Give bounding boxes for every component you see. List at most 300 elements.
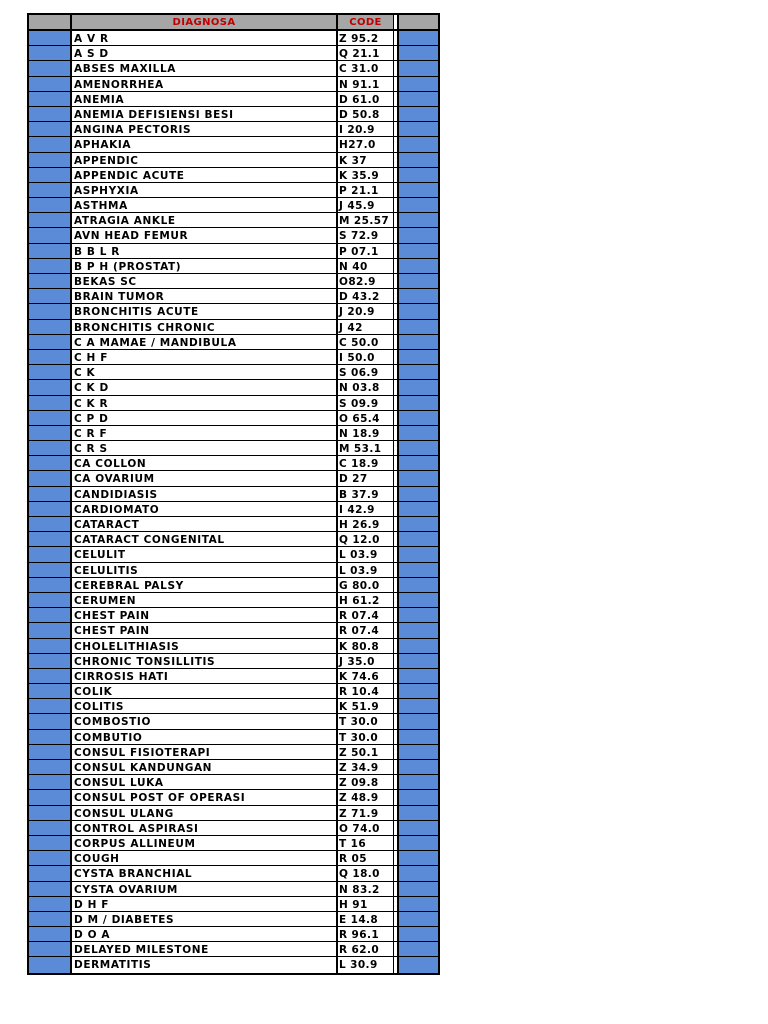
diagnosa-cell[interactable]: CATARACT CONGENITAL [72,532,338,546]
code-cell[interactable]: L 30.9 [338,957,394,972]
table-row [29,487,438,502]
code-cell[interactable]: H 61.2 [338,593,394,607]
row-left-cell[interactable] [29,426,72,440]
row-left-cell[interactable] [29,593,72,607]
diagnosa-cell[interactable]: CHEST PAIN [72,623,338,637]
row-right-cell[interactable] [399,198,438,212]
diagnosa-cell[interactable]: CHEST PAIN [72,608,338,622]
code-cell[interactable]: O 65.4 [338,411,394,425]
table-row [29,153,438,168]
table-row [29,669,438,684]
row-right-cell[interactable] [399,320,438,334]
row-left-cell[interactable] [29,396,72,410]
code-cell[interactable]: C 31.0 [338,61,394,75]
row-left-cell[interactable] [29,259,72,273]
code-cell[interactable]: K 74.6 [338,669,394,683]
diagnosa-cell[interactable]: DERMATITIS [72,957,338,972]
row-right-cell[interactable] [399,547,438,561]
row-right-cell[interactable] [399,137,438,151]
diagnosa-cell[interactable]: CANDIDIASIS [72,487,338,501]
code-cell[interactable]: I 42.9 [338,502,394,516]
row-right-cell[interactable] [399,289,438,303]
row-left-cell[interactable] [29,563,72,577]
code-cell[interactable]: S 09.9 [338,396,394,410]
code-cell[interactable]: S 06.9 [338,365,394,379]
row-left-cell[interactable] [29,122,72,136]
diagnosa-cell[interactable]: APPENDIC [72,153,338,167]
code-cell[interactable]: S 72.9 [338,228,394,242]
row-right-cell[interactable] [399,411,438,425]
diagnosa-cell[interactable]: CERUMEN [72,593,338,607]
code-cell[interactable]: N 18.9 [338,426,394,440]
table-row [29,897,438,912]
code-cell[interactable]: L 03.9 [338,547,394,561]
row-left-cell[interactable] [29,31,72,45]
diagnosa-cell[interactable]: CONSUL ULANG [72,806,338,820]
table-row [29,46,438,61]
code-cell[interactable]: D 43.2 [338,289,394,303]
row-left-cell[interactable] [29,760,72,774]
diagnosa-cell[interactable]: CIRROSIS HATI [72,669,338,683]
row-right-cell[interactable] [399,775,438,789]
row-left-cell[interactable] [29,639,72,653]
table-row [29,441,438,456]
table-row [29,775,438,790]
diagnosa-cell[interactable]: C P D [72,411,338,425]
code-cell[interactable]: J 45.9 [338,198,394,212]
table-row [29,122,438,137]
diagnosa-cell[interactable]: COLITIS [72,699,338,713]
row-right-cell[interactable] [399,654,438,668]
diagnosa-cell[interactable]: ASPHYXIA [72,183,338,197]
code-cell[interactable]: N 91.1 [338,77,394,91]
code-cell[interactable]: R 05 [338,851,394,865]
code-cell[interactable]: D 27 [338,471,394,485]
table-row [29,198,438,213]
row-right-cell[interactable] [399,107,438,121]
code-cell[interactable]: O 74.0 [338,821,394,835]
row-right-cell[interactable] [399,380,438,394]
diagnosa-cell[interactable]: C A MAMAE / MANDIBULA [72,335,338,349]
table-row [29,714,438,729]
diagnosa-cell[interactable]: COLIK [72,684,338,698]
diagnosa-cell[interactable]: CONSUL POST OF OPERASI [72,790,338,804]
header-right-cell[interactable] [399,15,438,29]
row-left-cell[interactable] [29,350,72,364]
diagnosa-cell[interactable]: C H F [72,350,338,364]
code-cell[interactable]: J 35.0 [338,654,394,668]
code-cell[interactable]: Z 34.9 [338,760,394,774]
row-left-cell[interactable] [29,897,72,911]
code-cell[interactable]: Z 48.9 [338,790,394,804]
table-row [29,183,438,198]
table-row [29,730,438,745]
row-right-cell[interactable] [399,517,438,531]
row-left-cell[interactable] [29,882,72,896]
code-cell[interactable]: Z 50.1 [338,745,394,759]
row-left-cell[interactable] [29,183,72,197]
row-right-cell[interactable] [399,790,438,804]
row-left-cell[interactable] [29,471,72,485]
header-code[interactable]: CODE [338,15,394,29]
diagnosa-cell[interactable]: D M / DIABETES [72,912,338,926]
table-row [29,396,438,411]
row-right-cell[interactable] [399,335,438,349]
row-right-cell[interactable] [399,866,438,880]
diagnosa-cell[interactable]: COMBUTIO [72,730,338,744]
diagnosa-cell[interactable]: CATARACT [72,517,338,531]
code-cell[interactable]: J 42 [338,320,394,334]
row-left-cell[interactable] [29,320,72,334]
row-right-cell[interactable] [399,259,438,273]
table-row [29,456,438,471]
row-right-cell[interactable] [399,122,438,136]
row-right-cell[interactable] [399,426,438,440]
table-row [29,866,438,881]
table-row [29,821,438,836]
row-left-cell[interactable] [29,168,72,182]
row-right-cell[interactable] [399,471,438,485]
table-row [29,61,438,76]
diagnosa-cell[interactable]: COMBOSTIO [72,714,338,728]
row-right-cell[interactable] [399,502,438,516]
row-right-cell[interactable] [399,213,438,227]
diagnosa-cell[interactable]: CA COLLON [72,456,338,470]
row-right-cell[interactable] [399,61,438,75]
diagnosa-cell[interactable]: AVN HEAD FEMUR [72,228,338,242]
diagnosa-cell[interactable]: D O A [72,927,338,941]
row-left-cell[interactable] [29,487,72,501]
row-right-cell[interactable] [399,699,438,713]
code-cell[interactable]: R 07.4 [338,608,394,622]
table-row [29,806,438,821]
table-body [29,31,438,973]
row-right-cell[interactable] [399,942,438,956]
row-left-cell[interactable] [29,654,72,668]
row-left-cell[interactable] [29,61,72,75]
diagnosa-cell[interactable]: ABSES MAXILLA [72,61,338,75]
diagnosa-cell[interactable]: BEKAS SC [72,274,338,288]
row-right-cell[interactable] [399,153,438,167]
row-left-cell[interactable] [29,821,72,835]
code-cell[interactable]: K 37 [338,153,394,167]
code-cell[interactable]: R 62.0 [338,942,394,956]
row-left-cell[interactable] [29,441,72,455]
table-row [29,942,438,957]
row-left-cell[interactable] [29,274,72,288]
diagnosa-cell[interactable]: CONSUL FISIOTERAPI [72,745,338,759]
row-left-cell[interactable] [29,745,72,759]
row-right-cell[interactable] [399,623,438,637]
diagnosa-cell[interactable]: CEREBRAL PALSY [72,578,338,592]
code-cell[interactable]: D 50.8 [338,107,394,121]
diagnosa-cell[interactable]: CONSUL KANDUNGAN [72,760,338,774]
row-left-cell[interactable] [29,912,72,926]
code-cell[interactable]: K 35.9 [338,168,394,182]
code-cell[interactable]: R 07.4 [338,623,394,637]
row-left-cell[interactable] [29,836,72,850]
table-row [29,623,438,638]
row-right-cell[interactable] [399,927,438,941]
code-cell[interactable]: T 30.0 [338,714,394,728]
code-cell[interactable]: H 26.9 [338,517,394,531]
code-cell[interactable]: P 07.1 [338,244,394,258]
row-left-cell[interactable] [29,335,72,349]
row-right-cell[interactable] [399,760,438,774]
row-left-cell[interactable] [29,851,72,865]
row-right-cell[interactable] [399,396,438,410]
row-left-cell[interactable] [29,927,72,941]
code-cell[interactable]: N 03.8 [338,380,394,394]
table-row [29,517,438,532]
row-left-cell[interactable] [29,623,72,637]
row-right-cell[interactable] [399,563,438,577]
code-cell[interactable]: I 20.9 [338,122,394,136]
diagnosa-cell[interactable]: A V R [72,31,338,45]
code-cell[interactable]: R 10.4 [338,684,394,698]
code-cell[interactable]: J 20.9 [338,304,394,318]
diagnosa-cell[interactable]: CA OVARIUM [72,471,338,485]
code-cell[interactable]: C 18.9 [338,456,394,470]
diagnosa-cell[interactable]: ATRAGIA ANKLE [72,213,338,227]
diagnosa-cell[interactable]: COUGH [72,851,338,865]
row-right-cell[interactable] [399,578,438,592]
row-left-cell[interactable] [29,304,72,318]
table-row [29,957,438,972]
code-cell[interactable]: Q 21.1 [338,46,394,60]
row-right-cell[interactable] [399,487,438,501]
code-cell[interactable]: Q 18.0 [338,866,394,880]
row-left-cell[interactable] [29,153,72,167]
row-right-cell[interactable] [399,441,438,455]
diagnosa-cell[interactable]: APPENDIC ACUTE [72,168,338,182]
row-right-cell[interactable] [399,745,438,759]
code-cell[interactable]: R 96.1 [338,927,394,941]
table-row [29,31,438,46]
table-row [29,274,438,289]
row-right-cell[interactable] [399,730,438,744]
table-row [29,699,438,714]
diagnosa-cell[interactable]: CORPUS ALLINEUM [72,836,338,850]
row-right-cell[interactable] [399,684,438,698]
row-left-cell[interactable] [29,608,72,622]
code-cell[interactable]: C 50.0 [338,335,394,349]
row-left-cell[interactable] [29,790,72,804]
row-right-cell[interactable] [399,882,438,896]
row-right-cell[interactable] [399,304,438,318]
code-cell[interactable]: L 03.9 [338,563,394,577]
row-right-cell[interactable] [399,31,438,45]
diagnosa-cell[interactable]: CYSTA BRANCHIAL [72,866,338,880]
row-left-cell[interactable] [29,289,72,303]
code-cell[interactable]: H 91 [338,897,394,911]
row-right-cell[interactable] [399,244,438,258]
row-left-cell[interactable] [29,806,72,820]
row-left-cell[interactable] [29,365,72,379]
row-right-cell[interactable] [399,77,438,91]
diagnosa-cell[interactable]: CHOLELITHIASIS [72,639,338,653]
row-left-cell[interactable] [29,578,72,592]
row-left-cell[interactable] [29,532,72,546]
diagnosa-cell[interactable]: C K [72,365,338,379]
diagnosa-cell[interactable]: CONSUL LUKA [72,775,338,789]
table-row [29,92,438,107]
diagnosa-cell[interactable]: B B L R [72,244,338,258]
row-left-cell[interactable] [29,547,72,561]
table-row [29,593,438,608]
table-row [29,365,438,380]
table-row [29,289,438,304]
code-cell[interactable]: O82.9 [338,274,394,288]
row-right-cell[interactable] [399,821,438,835]
diagnosa-cell[interactable]: C R S [72,441,338,455]
code-cell[interactable]: K 51.9 [338,699,394,713]
code-cell[interactable]: Z 95.2 [338,31,394,45]
row-right-cell[interactable] [399,593,438,607]
row-right-cell[interactable] [399,669,438,683]
row-left-cell[interactable] [29,228,72,242]
code-cell[interactable]: D 61.0 [338,92,394,106]
row-right-cell[interactable] [399,456,438,470]
code-cell[interactable]: B 37.9 [338,487,394,501]
diagnosa-cell[interactable]: BRONCHITIS CHRONIC [72,320,338,334]
row-left-cell[interactable] [29,244,72,258]
diagnosa-cell[interactable]: CELULITIS [72,563,338,577]
table-row [29,107,438,122]
table-row [29,745,438,760]
row-right-cell[interactable] [399,639,438,653]
diagnosis-code-table [27,13,440,975]
row-left-cell[interactable] [29,137,72,151]
row-left-cell[interactable] [29,456,72,470]
table-row [29,927,438,942]
row-right-cell[interactable] [399,714,438,728]
code-cell[interactable]: T 30.0 [338,730,394,744]
code-cell[interactable]: M 53.1 [338,441,394,455]
row-right-cell[interactable] [399,836,438,850]
table-row [29,259,438,274]
table-row [29,137,438,152]
code-cell[interactable]: N 40 [338,259,394,273]
row-left-cell[interactable] [29,775,72,789]
diagnosa-cell[interactable]: ANEMIA [72,92,338,106]
row-left-cell[interactable] [29,942,72,956]
diagnosa-cell[interactable]: APHAKIA [72,137,338,151]
row-left-cell[interactable] [29,699,72,713]
table-row [29,335,438,350]
diagnosa-cell[interactable]: C K R [72,396,338,410]
row-right-cell[interactable] [399,912,438,926]
row-right-cell[interactable] [399,228,438,242]
table-row [29,836,438,851]
row-left-cell[interactable] [29,213,72,227]
code-cell[interactable]: Z 09.8 [338,775,394,789]
row-right-cell[interactable] [399,897,438,911]
code-cell[interactable]: M 25.57 [338,213,394,227]
code-cell[interactable]: Q 12.0 [338,532,394,546]
row-left-cell[interactable] [29,92,72,106]
row-right-cell[interactable] [399,532,438,546]
row-right-cell[interactable] [399,274,438,288]
table-row [29,790,438,805]
row-left-cell[interactable] [29,517,72,531]
row-left-cell[interactable] [29,77,72,91]
row-left-cell[interactable] [29,714,72,728]
row-right-cell[interactable] [399,183,438,197]
code-cell[interactable]: N 83.2 [338,882,394,896]
header-left-cell[interactable] [29,15,72,29]
code-cell[interactable]: I 50.0 [338,350,394,364]
diagnosa-cell[interactable]: DELAYED MILESTONE [72,942,338,956]
diagnosa-cell[interactable]: CARDIOMATO [72,502,338,516]
row-left-cell[interactable] [29,730,72,744]
row-right-cell[interactable] [399,168,438,182]
table-row [29,320,438,335]
diagnosa-cell[interactable]: B P H (PROSTAT) [72,259,338,273]
row-left-cell[interactable] [29,380,72,394]
code-cell[interactable]: K 80.8 [338,639,394,653]
table-row [29,471,438,486]
table-row [29,350,438,365]
code-cell[interactable]: G 80.0 [338,578,394,592]
diagnosa-cell[interactable]: ANGINA PECTORIS [72,122,338,136]
table-row [29,168,438,183]
diagnosa-cell[interactable]: BRAIN TUMOR [72,289,338,303]
diagnosa-cell[interactable]: ANEMIA DEFISIENSI BESI [72,107,338,121]
diagnosa-cell[interactable]: C R F [72,426,338,440]
diagnosa-cell[interactable]: BRONCHITIS ACUTE [72,304,338,318]
row-left-cell[interactable] [29,957,72,972]
diagnosa-cell[interactable]: A S D [72,46,338,60]
row-right-cell[interactable] [399,365,438,379]
row-right-cell[interactable] [399,851,438,865]
diagnosa-cell[interactable]: CHRONIC TONSILLITIS [72,654,338,668]
code-cell[interactable]: H27.0 [338,137,394,151]
header-diagnosa[interactable]: DIAGNOSA [72,15,338,29]
row-left-cell[interactable] [29,46,72,60]
row-left-cell[interactable] [29,198,72,212]
diagnosa-cell[interactable]: C K D [72,380,338,394]
row-right-cell[interactable] [399,806,438,820]
code-cell[interactable]: E 14.8 [338,912,394,926]
row-right-cell[interactable] [399,608,438,622]
row-right-cell[interactable] [399,350,438,364]
diagnosa-cell[interactable]: D H F [72,897,338,911]
row-right-cell[interactable] [399,957,438,972]
row-left-cell[interactable] [29,866,72,880]
row-left-cell[interactable] [29,684,72,698]
header-row [29,15,438,31]
row-left-cell[interactable] [29,107,72,121]
diagnosa-cell[interactable]: CONTROL ASPIRASI [72,821,338,835]
row-right-cell[interactable] [399,46,438,60]
table-row [29,244,438,259]
diagnosa-cell[interactable]: ASTHMA [72,198,338,212]
code-cell[interactable]: T 16 [338,836,394,850]
row-left-cell[interactable] [29,411,72,425]
row-left-cell[interactable] [29,669,72,683]
diagnosa-cell[interactable]: CYSTA OVARIUM [72,882,338,896]
table-row [29,532,438,547]
row-left-cell[interactable] [29,502,72,516]
diagnosa-cell[interactable]: AMENORRHEA [72,77,338,91]
table-row [29,411,438,426]
table-row [29,851,438,866]
code-cell[interactable]: P 21.1 [338,183,394,197]
diagnosa-cell[interactable]: CELULIT [72,547,338,561]
code-cell[interactable]: Z 71.9 [338,806,394,820]
row-right-cell[interactable] [399,92,438,106]
